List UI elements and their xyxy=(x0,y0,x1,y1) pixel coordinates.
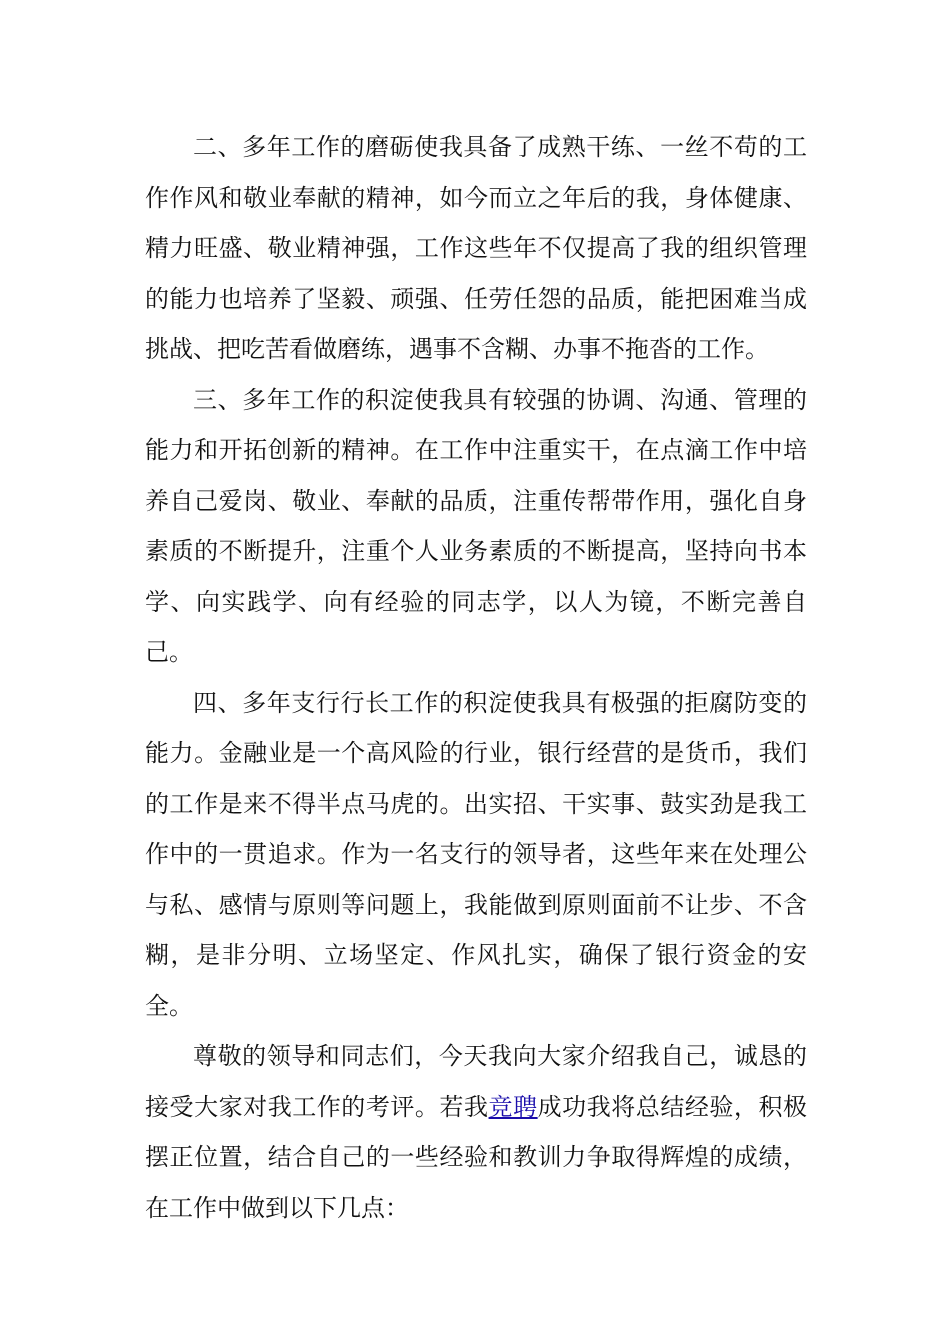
closing-text-before-link: 尊敬的领导和同志们，今天我向大家介绍我自己，诚恳的接受大家对我工作的考评。若我 xyxy=(145,1042,807,1121)
competition-link[interactable]: 竞聘 xyxy=(488,1092,538,1121)
paragraph-4: 四、多年支行行长工作的积淀使我具有极强的拒腐防变的能力。金融业是一个高风险的行业，银行经营的是货币，我们的工作是来不得半点马虎的。出实招、干实事、鼓实劲是我工作中的一贯追求。作为一名支行的领导者，这些年来在处理公与私、感情与原则等问题上，我能做到原则面前不让步、不含糊，是非分明、立场坚定、作风扎实，确保了银行资金的安全。 xyxy=(145,688,807,1020)
paragraph-closing xyxy=(145,1031,807,1233)
closing-text-after-link: 成功我将总结经验，积极摆正位置，结合自己的一些经验和教训力争取得辉煌的成绩，在工作中做到以下几点： xyxy=(145,1092,808,1222)
paragraph-2: 二、多年工作的磨砺使我具备了成熟干练、一丝不苟的工作作风和敬业奉献的精神，如今而立之年后的我，身体健康、精力旺盛、敬业精神强，工作这些年不仅提高了我的组织管理的能力也培养了坚毅、顽强、任劳任怨的品质，能把困难当成挑战、把吃苦看做磨练，遇事不含糊、办事不拖沓的工作。 xyxy=(145,133,807,363)
document-body xyxy=(145,122,807,1233)
paragraph-3: 三、多年工作的积淀使我具有较强的协调、沟通、管理的能力和开拓创新的精神。在工作中注重实干，在点滴工作中培养自己爱岗、敬业、奉献的品质，注重传帮带作用，强化自身素质的不断提升，注重个人业务素质的不断提高，坚持向书本学、向实践学、向有经验的同志学，以人为镜，不断完善自己。 xyxy=(145,385,807,666)
